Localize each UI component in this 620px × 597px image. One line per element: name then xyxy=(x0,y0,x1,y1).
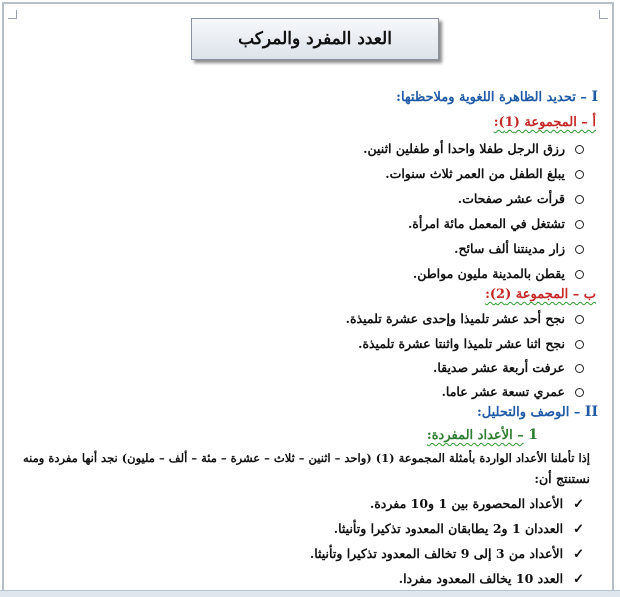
list-item: عرفت أربعة عشر صديقا. xyxy=(433,359,584,377)
list-item: تشتغل في المعمل مائة امرأة. xyxy=(408,215,584,233)
conclusion-item: ✓العددان 1 و2 يطابقان المعدود تذكيرا وتأنيثا. xyxy=(333,521,584,537)
list-item: يقطن بالمدينة مليون مواطن. xyxy=(413,265,584,283)
list-item: قرأت عشر صفحات. xyxy=(458,190,584,208)
list-item: عمري تسعة عشر عاما. xyxy=(442,383,584,401)
checkmark-icon: ✓ xyxy=(573,547,584,562)
paragraph-line-1: إذا تأملنا الأعداد الواردة بأمثلة المجموعة (1) (واحد – اثنين – ثلاث – عشرة – مئة – ألف – مليون) نجد أنها مفردة ومنه xyxy=(23,451,590,465)
section-numeral: II xyxy=(584,404,598,420)
list-item: نجح اثنا عشر تلميذا واثنتا عشرة تلميذة. xyxy=(358,335,584,353)
circle-bullet-icon xyxy=(575,315,584,324)
section-heading-2 xyxy=(477,403,598,422)
conclusion-item: ✓الأعداد المحصورة بين 1 و10 مفردة. xyxy=(369,496,584,512)
circle-bullet-icon xyxy=(575,388,584,397)
paragraph-line-2: نستنتج أن: xyxy=(534,471,590,486)
subsection-heading-1 xyxy=(427,426,538,445)
section-heading-text: – تحديد الظاهرة اللغوية وملاحظتها: xyxy=(396,90,587,105)
conclusion-item: ✓العدد 10 يخالف المعدود مفردا. xyxy=(398,571,584,587)
checkmark-icon: ✓ xyxy=(573,522,584,537)
circle-bullet-icon xyxy=(575,364,584,373)
checkmark-icon: ✓ xyxy=(573,497,584,512)
circle-bullet-icon xyxy=(575,340,584,349)
group-heading-text: أ – المجموعة (1): xyxy=(493,115,596,130)
section-heading-1 xyxy=(396,88,598,107)
document-page xyxy=(2,2,614,592)
subsection-numeral: 1 xyxy=(528,427,538,443)
circle-bullet-icon xyxy=(575,270,584,279)
list-item: رزق الرجل طفلا واحدا أو طفلين اثنين. xyxy=(363,140,584,158)
subsection-heading-text: – الأعداد المفردة: xyxy=(426,428,524,443)
section-numeral: I xyxy=(591,89,598,105)
group-heading-text: ب – المجموعة (2): xyxy=(485,287,596,302)
conclusion-item: ✓الأعداد من 3 إلى 9 تخالف المعدود تذكيرا وتأنيثا. xyxy=(309,546,584,562)
horizontal-scrollbar[interactable] xyxy=(0,590,620,597)
checkmark-icon: ✓ xyxy=(573,572,584,587)
document-title-box xyxy=(191,18,439,60)
circle-bullet-icon xyxy=(575,195,584,204)
circle-bullet-icon xyxy=(575,170,584,179)
circle-bullet-icon xyxy=(575,145,584,154)
circle-bullet-icon xyxy=(575,245,584,254)
page-corner-mark xyxy=(599,10,608,19)
list-item: زار مدينتنا ألف سائح. xyxy=(454,240,584,258)
group-heading-2 xyxy=(485,286,596,304)
circle-bullet-icon xyxy=(575,220,584,229)
document-title: العدد المفرد والمركب xyxy=(238,29,392,49)
list-item: يبلغ الطفل من العمر ثلاث سنوات. xyxy=(385,165,584,183)
list-item: نجح أحد عشر تلميذا وإحدى عشرة تلميذة. xyxy=(346,310,584,328)
section-heading-text: – الوصف والتحليل: xyxy=(476,405,581,420)
group-heading-1 xyxy=(494,114,596,132)
page-corner-mark xyxy=(8,10,17,19)
